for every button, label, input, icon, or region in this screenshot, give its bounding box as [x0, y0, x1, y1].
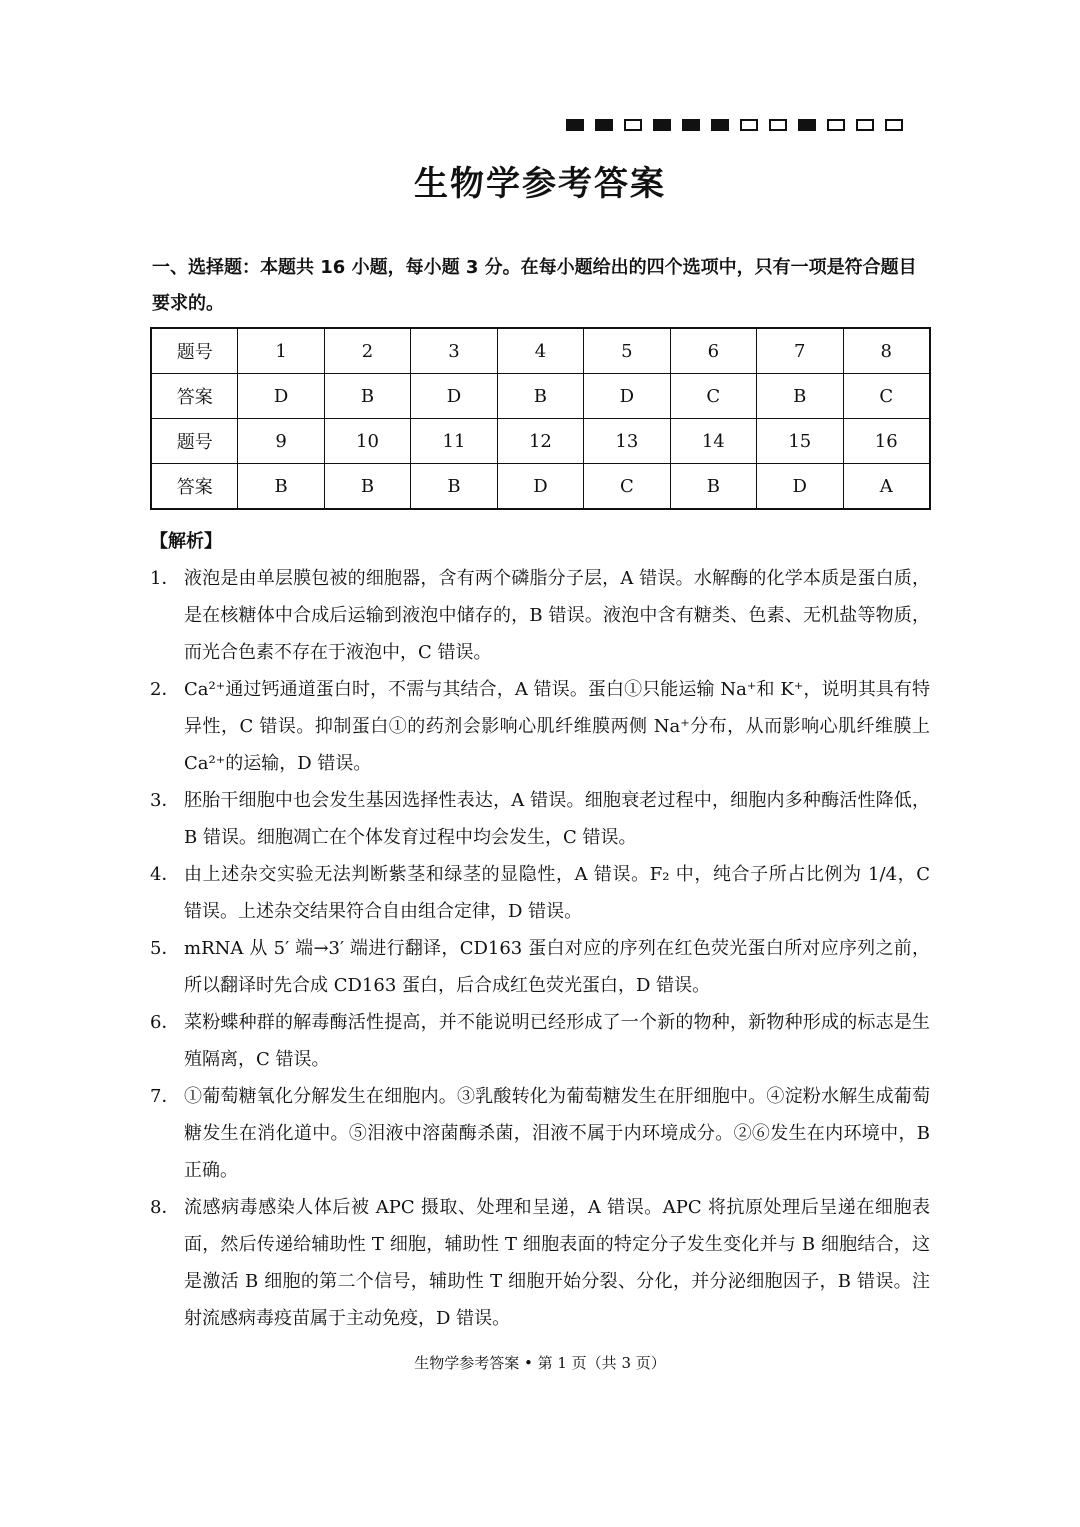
header-marks	[566, 119, 903, 131]
table-cell: 13	[584, 419, 670, 464]
empty-square-icon	[624, 119, 642, 131]
list-item	[150, 1004, 930, 1078]
filled-square-icon	[682, 119, 700, 131]
row-label: 答案	[151, 464, 238, 510]
table-cell: 15	[757, 419, 843, 464]
table-cell: 10	[324, 419, 410, 464]
item-text: 胚胎干细胞中也会发生基因选择性表达，A 错误。细胞衰老过程中，细胞内多种酶活性降低，B 错误。细胞凋亡在个体发育过程中均会发生，C 错误。	[184, 790, 930, 848]
empty-square-icon	[856, 119, 874, 131]
answer-table	[150, 327, 931, 510]
table-cell: 5	[584, 328, 670, 374]
table-cell: 4	[497, 328, 583, 374]
table-cell: B	[670, 464, 756, 510]
table-cell: 11	[411, 419, 497, 464]
table-cell: B	[238, 464, 324, 510]
table-row	[151, 419, 930, 464]
empty-square-icon	[769, 119, 787, 131]
table-cell: D	[411, 374, 497, 419]
table-cell: C	[670, 374, 756, 419]
item-text: 流感病毒感染人体后被 APC 摄取、处理和呈递，A 错误。APC 将抗原处理后呈递在细胞表面，然后传递给辅助性 T 细胞，辅助性 T 细胞表面的特定分子发生变化并与 B 细胞结合，这是激活 B 细胞的第二个信号，辅助性 T 细胞开始分裂、分化，并分泌细胞因子，B 错误。注射流感病毒疫苗属于主动免疫，D 错误。	[184, 1197, 930, 1329]
page-title: 生物学参考答案	[414, 164, 666, 204]
list-item	[150, 560, 930, 671]
item-text: Ca²⁺通过钙通道蛋白时，不需与其结合，A 错误。蛋白①只能运输 Na⁺和 K⁺，说明其具有特异性，C 错误。抑制蛋白①的药剂会影响心肌纤维膜两侧 Na⁺分布，从而影响心肌纤维膜上 Ca²⁺的运输，D 错误。	[184, 679, 930, 774]
table-cell: 12	[497, 419, 583, 464]
empty-square-icon	[885, 119, 903, 131]
item-text: 液泡是由单层膜包被的细胞器，含有两个磷脂分子层，A 错误。水解酶的化学本质是蛋白质，是在核糖体中合成后运输到液泡中储存的，B 错误。液泡中含有糖类、色素、无机盐等物质，而光合色素不存在于液泡中，C 错误。	[184, 568, 930, 663]
analysis-heading: 【解析】	[150, 531, 222, 552]
filled-square-icon	[566, 119, 584, 131]
section-heading: 一、选择题：本题共 16 小题，每小题 3 分。在每小题给出的四个选项中，只有一项是符合题目要求的。	[152, 257, 917, 314]
empty-square-icon	[740, 119, 758, 131]
item-number: 6．	[150, 1012, 180, 1033]
list-item	[150, 856, 930, 930]
item-text: 菜粉蝶种群的解毒酶活性提高，并不能说明已经形成了一个新的物种，新物种形成的标志是生殖隔离，C 错误。	[184, 1012, 930, 1070]
item-text: mRNA 从 5′ 端→3′ 端进行翻译，CD163 蛋白对应的序列在红色荧光蛋白所对应序列之前，所以翻译时先合成 CD163 蛋白，后合成红色荧光蛋白，D 错误。	[184, 938, 930, 996]
filled-square-icon	[711, 119, 729, 131]
analysis-list	[150, 560, 930, 1337]
table-cell: 7	[757, 328, 843, 374]
table-cell: B	[324, 464, 410, 510]
empty-square-icon	[827, 119, 845, 131]
item-text: 由上述杂交实验无法判断紫茎和绿茎的显隐性，A 错误。F₂ 中，纯合子所占比例为 1/4，C 错误。上述杂交结果符合自由组合定律，D 错误。	[184, 864, 930, 922]
table-cell: 3	[411, 328, 497, 374]
table-cell: D	[584, 374, 670, 419]
table-cell: 1	[238, 328, 324, 374]
table-cell: B	[757, 374, 843, 419]
list-item	[150, 1078, 930, 1189]
filled-square-icon	[595, 119, 613, 131]
table-cell: D	[757, 464, 843, 510]
list-item	[150, 930, 930, 1004]
table-cell: B	[497, 374, 583, 419]
filled-square-icon	[798, 119, 816, 131]
table-cell: C	[584, 464, 670, 510]
row-label: 题号	[151, 328, 238, 374]
row-label: 答案	[151, 374, 238, 419]
table-cell: 9	[238, 419, 324, 464]
table-cell: B	[411, 464, 497, 510]
list-item	[150, 671, 930, 782]
table-cell: D	[497, 464, 583, 510]
table-cell: C	[843, 374, 930, 419]
item-number: 3．	[150, 790, 180, 811]
table-cell: 14	[670, 419, 756, 464]
item-number: 5．	[150, 938, 180, 959]
item-number: 7．	[150, 1086, 180, 1107]
row-label: 题号	[151, 419, 238, 464]
table-cell: 8	[843, 328, 930, 374]
list-item	[150, 782, 930, 856]
list-item	[150, 1189, 930, 1337]
table-cell: A	[843, 464, 930, 510]
page-footer: 生物学参考答案 • 第 1 页（共 3 页）	[414, 1354, 666, 1372]
item-number: 4．	[150, 864, 180, 885]
item-number: 1．	[150, 568, 180, 589]
table-cell: 6	[670, 328, 756, 374]
table-cell: B	[324, 374, 410, 419]
filled-square-icon	[653, 119, 671, 131]
item-number: 8．	[150, 1197, 180, 1218]
table-cell: D	[238, 374, 324, 419]
table-row	[151, 328, 930, 374]
table-row	[151, 464, 930, 510]
table-cell: 2	[324, 328, 410, 374]
item-text: ①葡萄糖氧化分解发生在细胞内。③乳酸转化为葡萄糖发生在肝细胞中。④淀粉水解生成葡萄糖发生在消化道中。⑤泪液中溶菌酶杀菌，泪液不属于内环境成分。②⑥发生在内环境中，B 正确。	[184, 1086, 930, 1181]
table-row	[151, 374, 930, 419]
table-cell: 16	[843, 419, 930, 464]
item-number: 2．	[150, 679, 180, 700]
